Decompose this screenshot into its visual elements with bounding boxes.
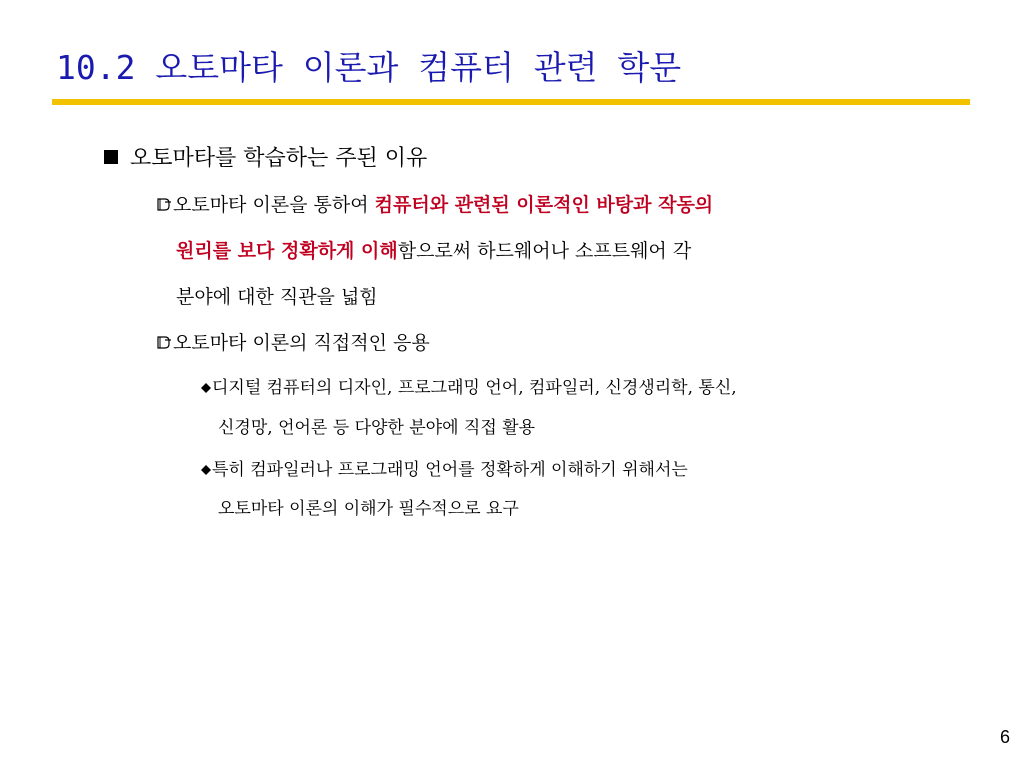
list-item-line2: 오토마타 이론의 이해가 필수적으로 요구 — [218, 499, 519, 519]
page-title: 10.2 오토마타 이론과 컴퓨터 관련 학문 — [56, 48, 682, 87]
diamond-bullet-icon — [200, 378, 212, 398]
list-item — [200, 373, 737, 398]
list-item — [200, 455, 688, 480]
list-item-line2: 신경망, 언어론 등 다양한 분야에 직접 활용 — [218, 418, 536, 438]
sub-bullet-text-part1: 오토마타 이론을 통하여 — [173, 194, 375, 216]
bullet-main-reason — [104, 141, 427, 172]
list-item-line1: 디지털 컴퓨터의 디자인, 프로그래밍 언어, 컴파일러, 신경생리학, 통신, — [212, 378, 737, 398]
square-bullet-icon — [104, 150, 118, 164]
sub-bullet-understanding — [156, 190, 713, 217]
list-item-line1: 특히 컴파일러나 프로그래밍 언어를 정확하게 이해하기 위해서는 — [212, 460, 688, 480]
bullet-text: 오토마타를 학습하는 주된 이유 — [130, 146, 428, 171]
pointing-hand-icon — [156, 332, 173, 354]
highlight-text-2: 원리를 보다 정확하게 이해 — [176, 240, 398, 262]
sub-bullet-text: 오토마타 이론의 직접적인 응용 — [173, 332, 430, 354]
page-number: 6 — [999, 727, 1010, 747]
highlight-text-1: 컴퓨터와 관련된 이론적인 바탕과 작동의 — [374, 194, 714, 216]
diamond-bullet-icon — [200, 460, 212, 480]
sub-bullet-applications — [156, 328, 430, 355]
sub-bullet-text-part3: 분야에 대한 직관을 넓힘 — [176, 286, 378, 308]
list-item-continuation — [218, 494, 519, 519]
sub-bullet-understanding-line2 — [176, 236, 691, 263]
list-item-continuation — [218, 413, 535, 438]
sub-bullet-understanding-line3 — [176, 282, 378, 309]
pointing-hand-icon — [156, 194, 173, 216]
sub-bullet-text-part2: 함으로써 하드웨어나 소프트웨어 각 — [397, 240, 692, 262]
